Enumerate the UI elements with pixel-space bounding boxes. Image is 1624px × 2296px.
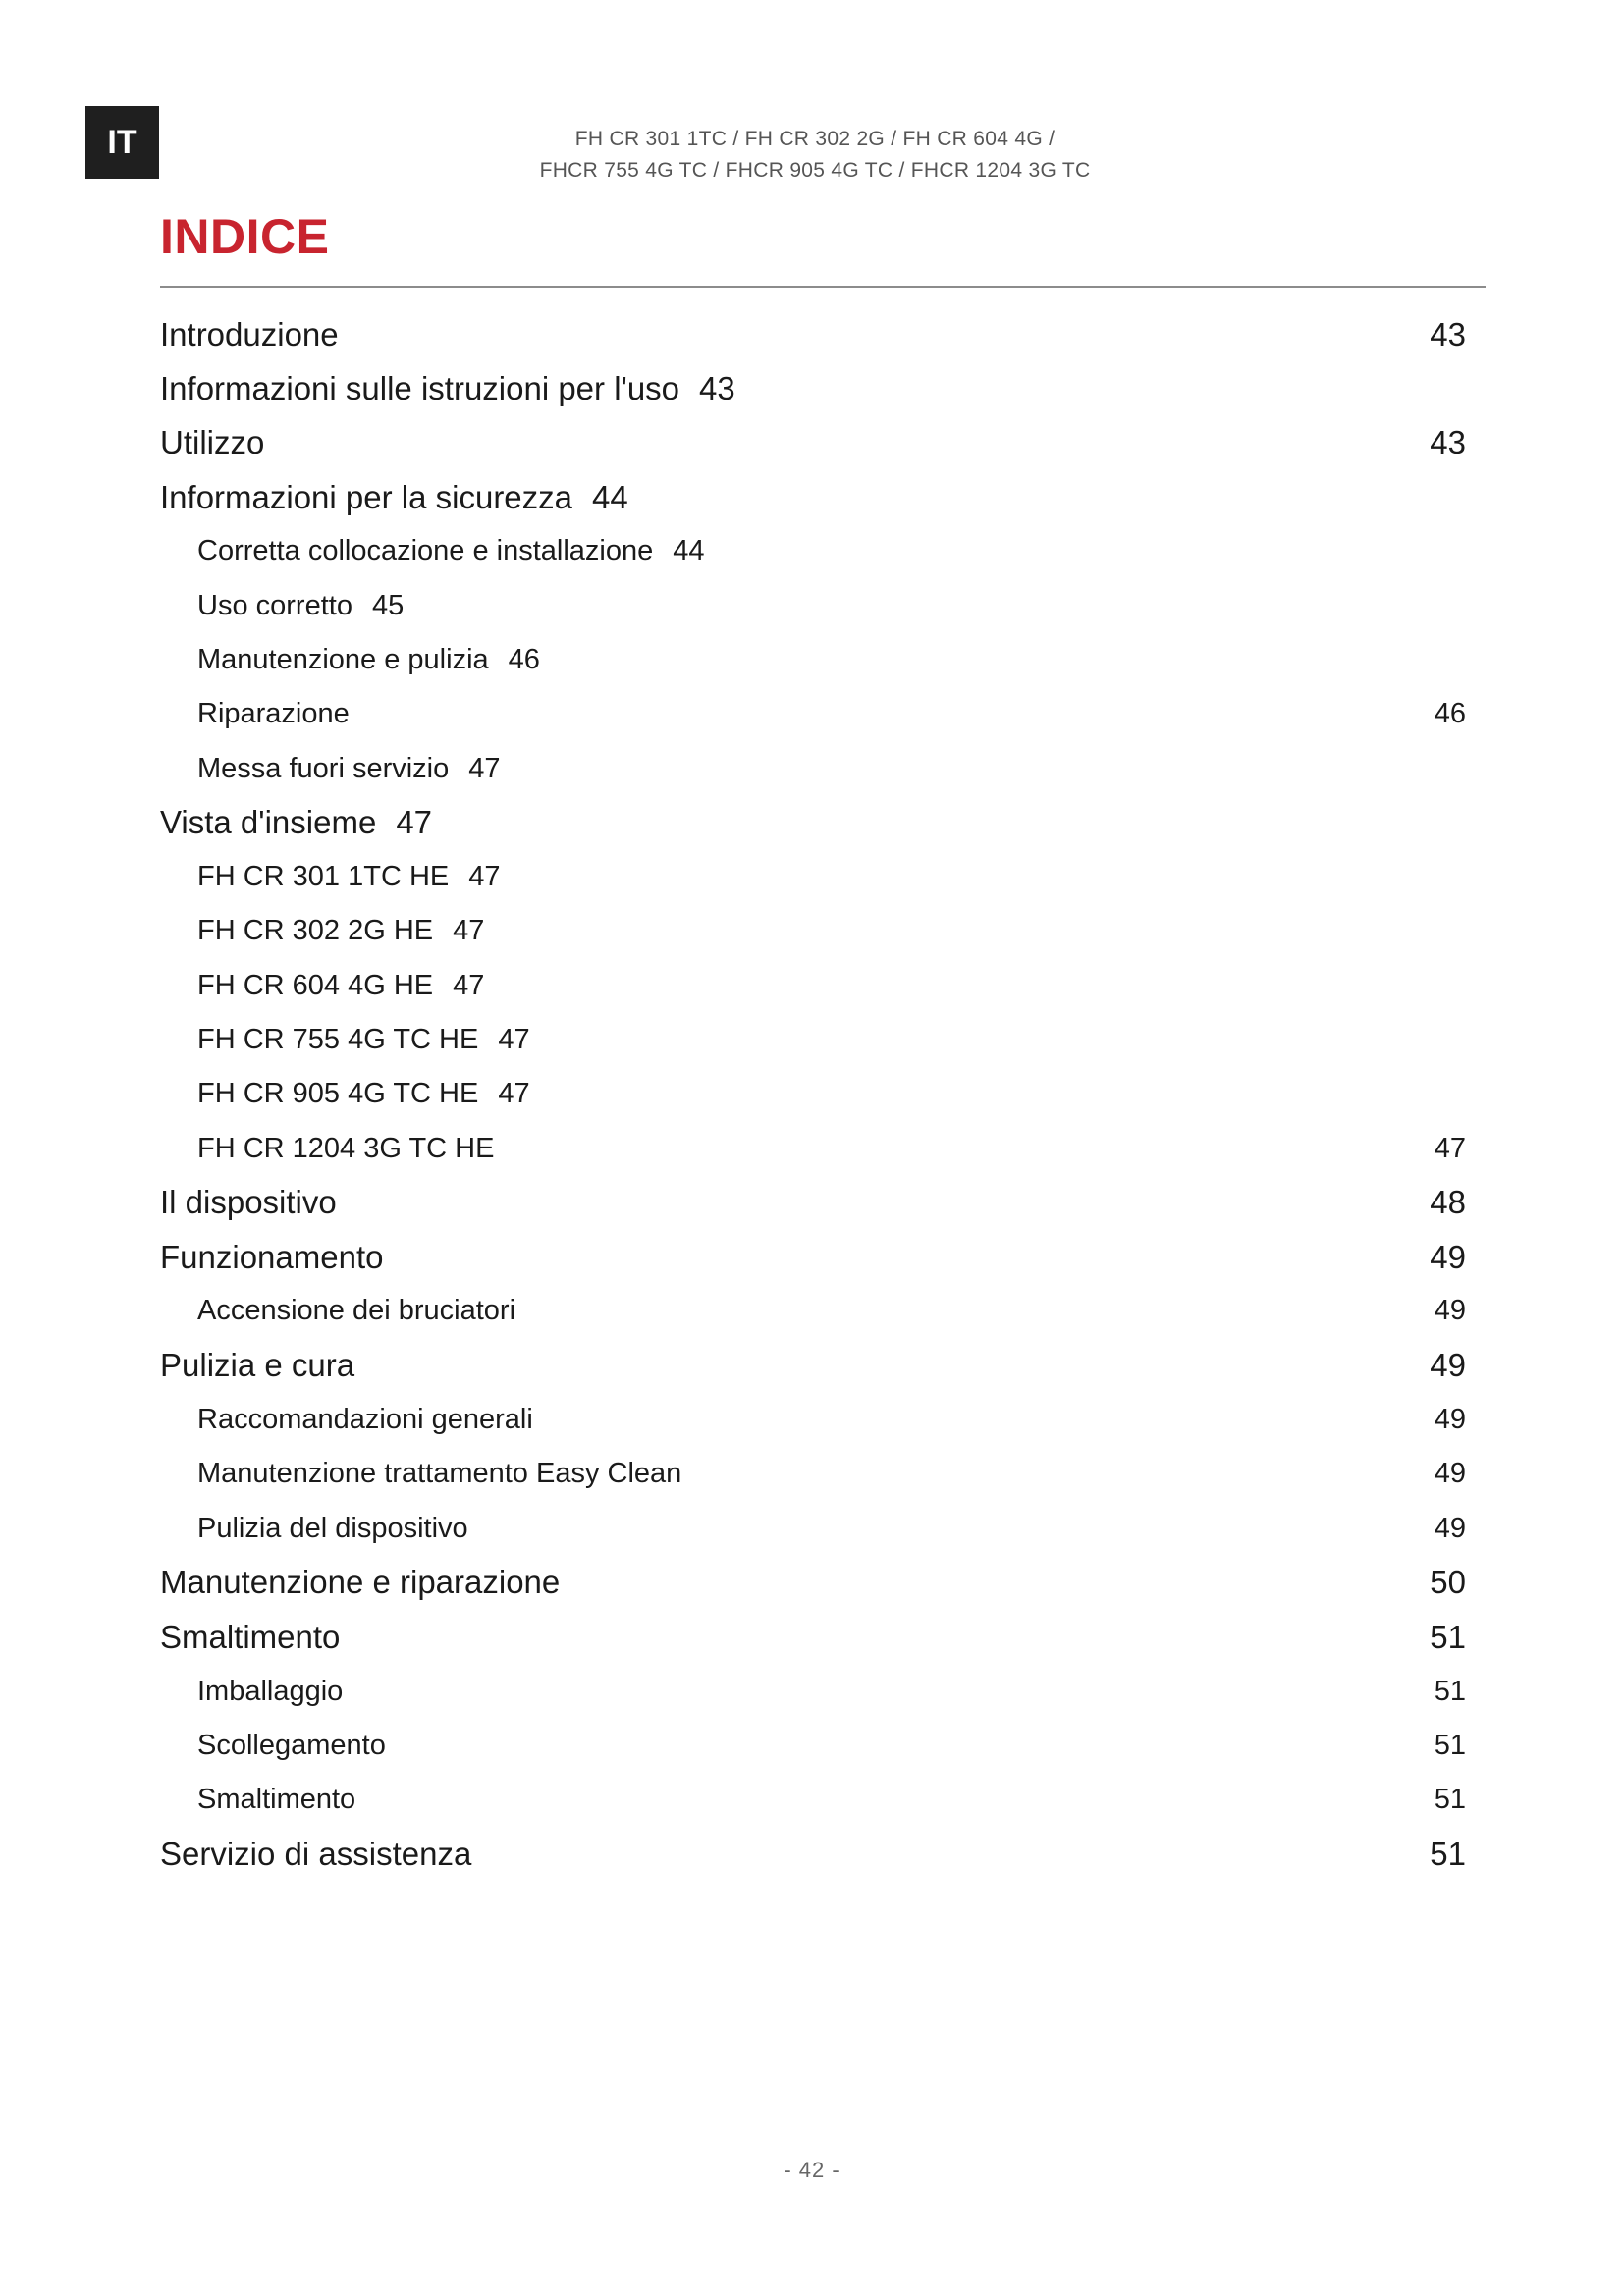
- toc-entry[interactable]: [160, 361, 1466, 415]
- language-tab: IT: [85, 106, 159, 179]
- toc-entry-label: Funzionamento: [160, 1238, 384, 1275]
- page-title: INDICE: [160, 209, 330, 264]
- toc-entry[interactable]: [160, 1176, 1466, 1230]
- toc-entry-page: 44: [673, 535, 705, 567]
- toc-entry-page: 47: [453, 915, 485, 947]
- toc-entry[interactable]: [160, 633, 1466, 687]
- toc-entry-label: Informazioni per la sicurezza: [160, 478, 573, 515]
- toc-entry-page: 51: [1430, 1835, 1466, 1872]
- toc-entry[interactable]: [160, 1013, 1466, 1067]
- title-divider: [160, 286, 1486, 288]
- toc-entry-page: 47: [468, 861, 501, 893]
- toc-entry-label: Servizio di assistenza: [160, 1835, 472, 1872]
- toc-entry-page: 51: [1434, 1675, 1466, 1707]
- footer-page-number: - 42 -: [784, 2158, 840, 2182]
- toc-entry-page: 49: [1434, 1404, 1466, 1436]
- toc-entry-page: 44: [592, 478, 628, 515]
- table-of-contents: [160, 307, 1466, 1882]
- toc-entry[interactable]: [160, 1773, 1466, 1827]
- toc-entry-label: FH CR 301 1TC HE: [197, 861, 450, 893]
- toc-entry-page: 46: [1434, 698, 1466, 730]
- toc-entry[interactable]: [160, 1664, 1466, 1718]
- toc-entry-page: 48: [1430, 1184, 1466, 1221]
- toc-entry[interactable]: [160, 850, 1466, 904]
- toc-entry-label: Utilizzo: [160, 424, 265, 461]
- toc-entry-label: Scollegamento: [197, 1729, 386, 1761]
- toc-entry-page: 47: [498, 1078, 530, 1110]
- toc-entry-page: 49: [1430, 1238, 1466, 1275]
- toc-entry-page: 51: [1434, 1784, 1466, 1816]
- toc-entry-label: Raccomandazioni generali: [197, 1404, 533, 1436]
- header-models: [422, 124, 1208, 187]
- toc-entry[interactable]: [160, 416, 1466, 470]
- toc-entry-page: 49: [1434, 1512, 1466, 1544]
- toc-entry-page: 46: [508, 643, 540, 675]
- toc-entry[interactable]: [160, 796, 1466, 850]
- toc-entry-label: Imballaggio: [197, 1675, 344, 1707]
- toc-entry-page: 49: [1434, 1458, 1466, 1490]
- toc-entry[interactable]: [160, 1827, 1466, 1881]
- toc-entry-page: 43: [699, 369, 735, 406]
- toc-entry-label: Vista d'insieme: [160, 804, 377, 841]
- toc-entry-label: FH CR 1204 3G TC HE: [197, 1132, 495, 1164]
- toc-entry-page: 51: [1434, 1729, 1466, 1761]
- toc-entry-label: Corretta collocazione e installazione: [197, 535, 654, 567]
- toc-entry-label: Introduzione: [160, 315, 339, 352]
- toc-entry-label: Pulizia e cura: [160, 1347, 355, 1384]
- toc-entry-label: Manutenzione e pulizia: [197, 643, 489, 675]
- toc-entry[interactable]: [160, 1393, 1466, 1447]
- toc-entry[interactable]: [160, 1719, 1466, 1773]
- toc-entry[interactable]: [160, 1067, 1466, 1121]
- toc-entry-page: 47: [498, 1024, 530, 1055]
- toc-entry-label: Riparazione: [197, 698, 350, 730]
- toc-entry[interactable]: [160, 1502, 1466, 1556]
- toc-entry-label: Pulizia del dispositivo: [197, 1512, 468, 1544]
- toc-entry[interactable]: [160, 1556, 1466, 1610]
- header-models-line-2: FHCR 755 4G TC / FHCR 905 4G TC / FHCR 1204 3G TC: [539, 159, 1091, 182]
- toc-entry[interactable]: [160, 904, 1466, 958]
- toc-entry-page: 50: [1430, 1564, 1466, 1601]
- toc-entry[interactable]: [160, 1121, 1466, 1175]
- toc-entry-page: 43: [1430, 315, 1466, 352]
- toc-entry-page: 47: [396, 804, 433, 841]
- toc-entry[interactable]: [160, 1610, 1466, 1664]
- toc-entry-page: 47: [468, 752, 501, 784]
- toc-entry[interactable]: [160, 1339, 1466, 1393]
- toc-entry-label: FH CR 905 4G TC HE: [197, 1078, 479, 1110]
- toc-entry[interactable]: [160, 1447, 1466, 1501]
- toc-entry[interactable]: [160, 578, 1466, 632]
- toc-entry-label: FH CR 755 4G TC HE: [197, 1024, 479, 1055]
- toc-entry-label: FH CR 604 4G HE: [197, 969, 434, 1001]
- toc-entry[interactable]: [160, 307, 1466, 361]
- toc-entry[interactable]: [160, 1230, 1466, 1284]
- toc-entry[interactable]: [160, 470, 1466, 524]
- toc-entry[interactable]: [160, 687, 1466, 741]
- toc-entry-label: Smaltimento: [197, 1784, 356, 1816]
- toc-entry-page: 51: [1430, 1618, 1466, 1655]
- toc-entry-label: Messa fuori servizio: [197, 752, 450, 784]
- toc-entry-page: 49: [1434, 1295, 1466, 1327]
- toc-entry-page: 43: [1430, 424, 1466, 461]
- toc-entry[interactable]: [160, 524, 1466, 578]
- toc-entry-page: 47: [1434, 1132, 1466, 1164]
- toc-entry-label: FH CR 302 2G HE: [197, 915, 434, 947]
- toc-entry-label: Il dispositivo: [160, 1184, 337, 1221]
- toc-entry[interactable]: [160, 741, 1466, 795]
- toc-entry-label: Uso corretto: [197, 589, 352, 621]
- toc-entry-label: Informazioni sulle istruzioni per l'uso: [160, 369, 680, 406]
- header-models-line-1: FH CR 301 1TC / FH CR 302 2G / FH CR 604 4G /: [574, 128, 1056, 150]
- toc-entry-page: 47: [453, 969, 485, 1001]
- toc-entry-label: Accensione dei bruciatori: [197, 1295, 516, 1327]
- toc-entry-label: Smaltimento: [160, 1618, 341, 1655]
- toc-entry-label: Manutenzione trattamento Easy Clean: [197, 1458, 682, 1490]
- toc-entry[interactable]: [160, 959, 1466, 1013]
- toc-entry-page: 45: [371, 589, 405, 621]
- toc-entry-label: Manutenzione e riparazione: [160, 1564, 561, 1601]
- toc-entry-page: 49: [1430, 1347, 1466, 1384]
- toc-entry[interactable]: [160, 1284, 1466, 1338]
